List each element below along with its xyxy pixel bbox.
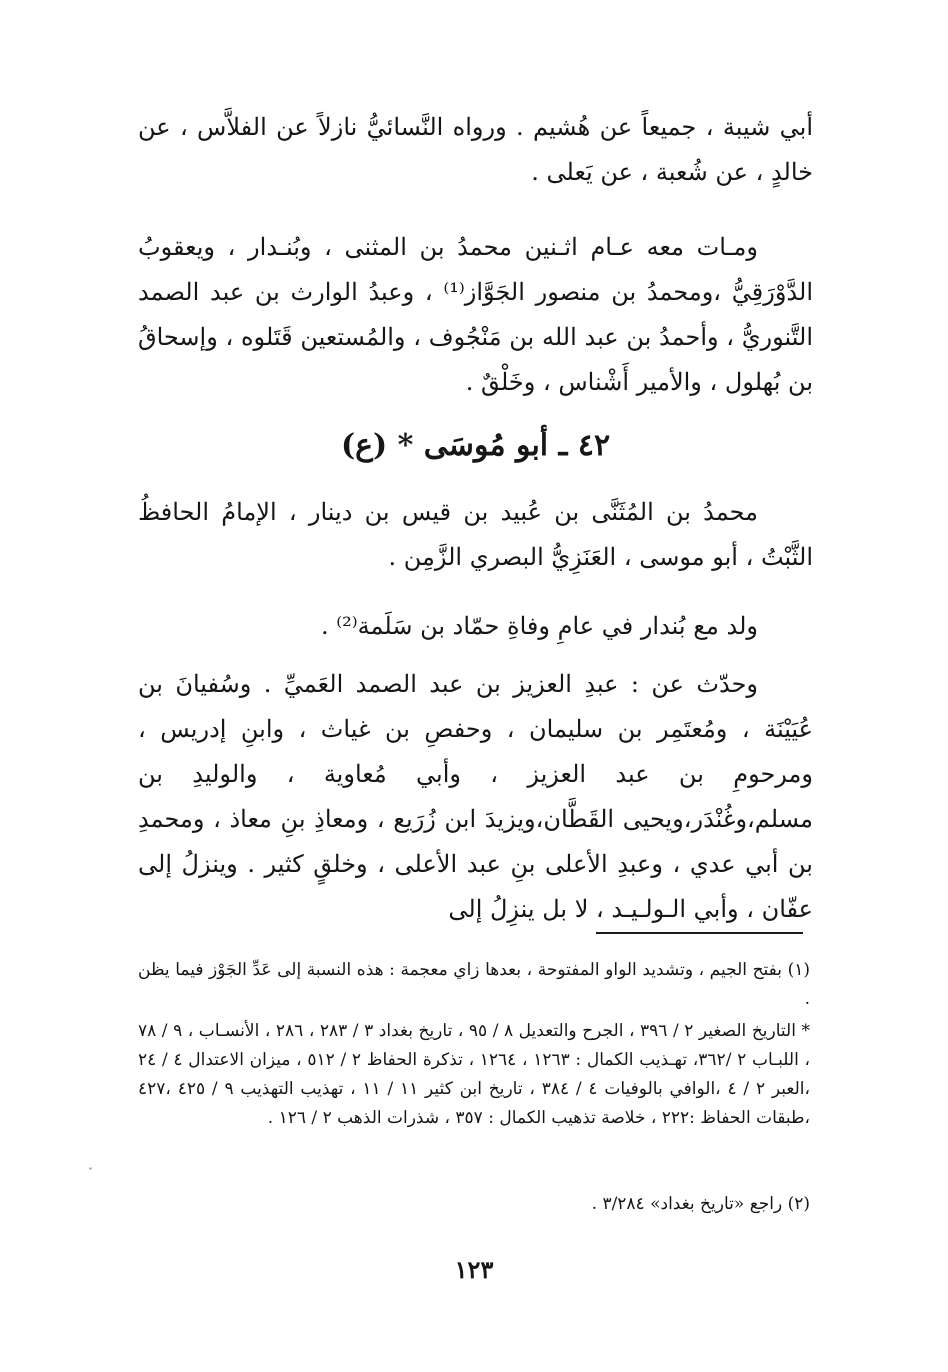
paragraph-continuation: أبي شيبة ، جميعاً عن هُشيم . ورواه النَّسائيُّ نازلاً عن الفلاَّس ، عن خالدٍ ، عن شُعبة ، عن يَعلى . xyxy=(138,113,813,186)
footnote-divider xyxy=(596,932,803,934)
paragraph-death-year: ومـات معه عـام اثـنين محمدُ بن المثنى ، وبُنـدار ، ويعقوبُ الدَّوْرَقِيُّ ،ومحمدُ بن منصور الجَوَّاز⁽¹⁾ ، وعبدُ الوارث بن عبد الصمد التَّنوريُّ ، وأحمدُ بن عبد الله بن مَنْجُوف ، والمُستعين قَتَلوه ، وإسحاقُ بن بُهلول ، والأمير أَشْناس ، وخَلْقٌ . xyxy=(138,233,813,396)
footnote-2: (٢) راجع «تاريخ بغداد» ٣/٢٨٤ . xyxy=(591,1194,810,1214)
page-number: ١٢٣ xyxy=(454,1255,494,1284)
paragraph-birth: ولد مع بُندار في عامِ وفاةِ حمّاد بن سَلَمة⁽²⁾ . xyxy=(321,612,758,640)
biography-heading: ٤٢ ـ أبو مُوسَى * (ع) xyxy=(340,428,611,463)
paragraph-teachers: وحدّث عن : عبدِ العزيز بن عبد الصمد العَميِّ . وسُفيانَ بن عُيَيْنَة ، ومُعتَمِر بن سليمان ، وحفصِ بن غياث ، وابنِ إدريس ، ومرحومِ بن عبد العزيز ، وأبي مُعاوية ، والوليدِ بن مسلم،وغُنْدَر،ويحيى القَطَّان،ويزيدَ ابن زُرَيع ، ومعاذِ بنِ معاذ ، ومحمدِ بن أبي عدي ، وعبدِ الأعلى بنِ عبد الأعلى ، وخلقٍ كثير . وينزلُ إلى عفّان ، وأبي الـولـيـد ، لا بل ينزِلُ إلى xyxy=(138,670,813,923)
paragraph-name-lineage: محمدُ بن المُثَنَّى بن عُبيد بن قيس بن دينار ، الإمامُ الحافظُ الثَّبْتُ ، أبو موسى ، العَنَزِيُّ البصري الزَّمِن . xyxy=(138,498,813,571)
footnote-1: (١) بفتح الجيم ، وتشديد الواو المفتوحة ، بعدها زاي معجمة : هذه النسبة إلى عَدِّ الجَوْز فيما يظن . xyxy=(138,960,810,1009)
footnote-sources: * التاريخ الصغير ٢ / ٣٩٦ ، الجرح والتعديل ٨ / ٩٥ ، تاريخ بغداد ٣ / ٢٨٣ ، ٢٨٦ ، الأنسـاب ، ٩ / ٧٨ ، اللبـاب ٢ /٣٦٢، تهـذيب الكمال : ١٢٦٣ ، ١٢٦٤ ، تذكرة الحفاظ ٢ / ٥١٢ ، ميزان الاعتدال ٤ / ٢٤ ،العبر ٢ / ٤ ،الوافي بالوفيات ٤ / ٣٨٤ ، تاريخ ابن كثير ١١ / ١١ ، تهذيب التهذيب ٩ / ٤٢٥ ،٤٢٧ ،طبقات الحفاظ :٢٢٢ ، خلاصة تذهيب الكمال : ٣٥٧ ، شذرات الذهب ٢ / ١٢٦ . xyxy=(138,1021,810,1128)
scan-speck-mark: ˇ xyxy=(88,1168,93,1179)
